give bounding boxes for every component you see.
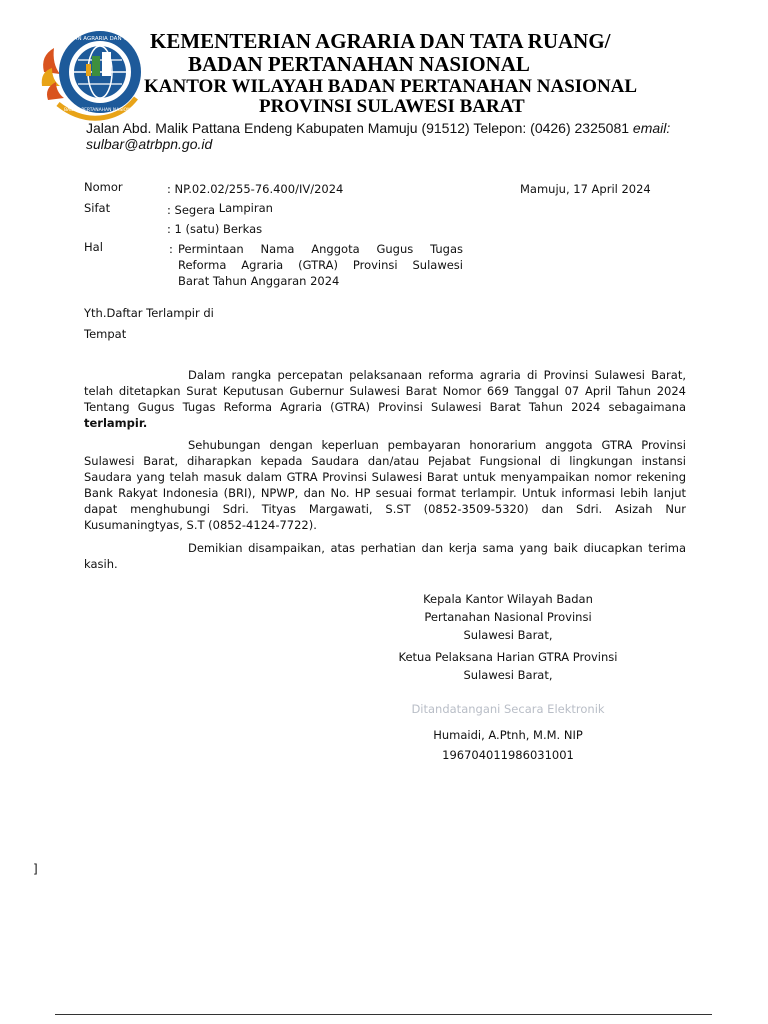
- bpn-logo: [38, 26, 148, 122]
- footer-divider: [55, 1014, 712, 1015]
- signatory-title-1: Kepala Kantor Wilayah Badan: [423, 592, 593, 606]
- lampiran-value: : 1 (satu) Berkas: [167, 222, 263, 236]
- ministry-title-line2: BADAN PERTANAHAN NASIONAL: [188, 52, 530, 76]
- office-title-line1: KANTOR WILAYAH BADAN PERTANAHAN NASIONAL: [144, 76, 638, 97]
- svg-text:BADAN PERTANAHAN NASIONAL: BADAN PERTANAHAN NASIONAL: [63, 108, 137, 113]
- hal-subject-line3: Barat Tahun Anggaran 2024: [178, 274, 340, 288]
- sifat-value: [167, 202, 273, 218]
- signatory-nip: 196704011986031001: [442, 748, 574, 762]
- signatory-title-2: Pertanahan Nasional Provinsi: [424, 610, 592, 624]
- recipient-line2: Tempat: [84, 327, 127, 341]
- signatory-title-5: Sulawesi Barat,: [463, 668, 553, 682]
- hal-subject: [178, 241, 463, 289]
- signature-block: [390, 590, 626, 764]
- signatory-title-4: Ketua Pelaksana Harian GTRA Provinsi: [398, 650, 618, 664]
- email-label: email:: [632, 120, 671, 136]
- hal-label: Hal: [84, 240, 103, 254]
- sifat-value-text: : Segera: [167, 203, 216, 217]
- svg-text:KEMENTERIAN AGRARIA DAN TATA R: KEMENTERIAN AGRARIA DAN TATA RUANG: [41, 36, 148, 42]
- address-text: Jalan Abd. Malik Pattana Endeng Kabupaten Mamuju (91512) Telepon: (0426) 2325081: [86, 120, 630, 136]
- stray-bracket-mark: ]: [33, 862, 38, 876]
- lampiran-label: Lampiran: [218, 201, 273, 215]
- letter-date: Mamuju, 17 April 2024: [520, 182, 651, 196]
- nomor-label: Nomor: [84, 180, 123, 194]
- office-address: [86, 120, 670, 136]
- office-email[interactable]: sulbar@atrbpn.go.id: [86, 136, 213, 152]
- hal-colon: :: [169, 242, 173, 256]
- office-title-line2: PROVINSI SULAWESI BARAT: [259, 96, 525, 117]
- signatory-name: Humaidi, A.Ptnh, M.M. NIP: [433, 728, 583, 742]
- signatory-title-3: Sulawesi Barat,: [463, 628, 553, 642]
- recipient-line1: Yth.Daftar Terlampir di: [84, 306, 214, 320]
- nomor-value: : NP.02.02/255-76.400/IV/2024: [167, 182, 344, 196]
- hal-subject-line1: Permintaan Nama Anggota Gugus Tugas: [178, 242, 463, 256]
- ministry-title-line1: KEMENTERIAN AGRARIA DAN TATA RUANG/: [150, 29, 611, 53]
- hal-subject-line2: Reforma Agraria (GTRA) Provinsi Sulawesi: [178, 258, 463, 272]
- electronic-signature-note: Ditandatangani Secara Elektronik: [411, 702, 605, 716]
- body-paragraph-1-bold: terlampir.: [84, 416, 148, 430]
- body-paragraph-1: [84, 367, 686, 431]
- body-paragraph-3: Demikian disampaikan, atas perhatian dan kerja sama yang baik diucapkan terima kasih.: [84, 541, 686, 571]
- body-paragraph-2: Sehubungan dengan keperluan pembayaran honorarium anggota GTRA Provinsi Sulawesi Barat, diharapkan kepada Saudara dan/atau Pejabat Fungsional di lingkungan instansi Saudara yang telah masuk dalam GTRA Provinsi Sulawesi Barat untuk menyampaikan nomor rekening Bank Rakyat Indonesia (BRI), NPWP, dan No. HP sesuai format terlampir. Untuk informasi lebih lanjut dapat menghubungi Sdri. Tityas Margawati, S.ST (0852-3509-5320) dan Sdri. Asizah Nur Kusumaningtyas, S.T (0852-4124-7722).: [84, 438, 686, 532]
- body-paragraph-1-text: Dalam rangka percepatan pelaksanaan reforma agraria di Provinsi Sulawesi Barat, telah ditetapkan Surat Keputusan Gubernur Sulawesi Barat Nomor 669 Tanggal 07 April Tahun 2024 Tentang Gugus Tugas Reforma Agraria (GTRA) Provinsi Sulawesi Barat Tahun 2024 sebagaimana: [84, 368, 686, 414]
- sifat-label: Sifat: [84, 201, 111, 215]
